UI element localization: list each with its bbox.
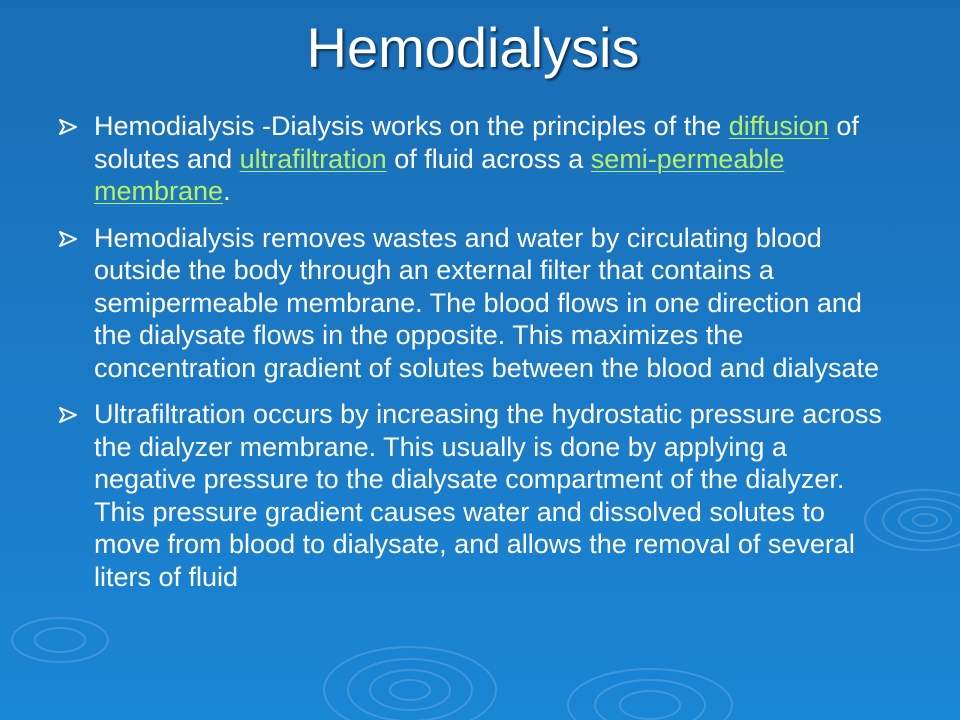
bullet-text-part: . — [223, 176, 231, 206]
bullet-text — [94, 110, 888, 208]
ultrafiltration-link[interactable]: ultrafiltration — [239, 143, 387, 174]
bullet-text: Hemodialysis removes wastes and water by circulating blood outside the body through an external filter that contains a semipermeable membrane. The blood flows in one direction and the dialysate flows in the opposite. This maximizes the concentration gradient of solutes between the blood and dialysate — [94, 222, 880, 383]
diffusion-link[interactable]: diffusion — [728, 111, 829, 141]
bullet-text-part: of solutes and — [94, 111, 859, 174]
bullet-text: Ultrafiltration occurs by increasing the hydrostatic pressure across the dialyzer membrane. This usually is done by applying a negative pressure to the dialysate compartment of the dialyzer. This pressure gradient causes water and dissolved solutes to move from blood to dialysate, and allows the removal of several liters of fluid — [94, 399, 882, 592]
bullet-item — [58, 398, 888, 593]
arrow-bullet-icon — [58, 231, 78, 247]
bullet-list — [58, 110, 888, 607]
bullet-text-part: Hemodialysis -Dialysis works on the principles of the — [94, 111, 729, 141]
arrow-bullet-icon — [58, 407, 78, 423]
semi-permeable-membrane-link[interactable]: semi-permeable membrane — [94, 143, 785, 206]
bullet-text-part: of fluid across a — [386, 143, 591, 174]
arrow-bullet-icon — [58, 119, 78, 135]
bullet-item — [58, 222, 888, 385]
slide-title: Hemodialysis — [306, 16, 640, 79]
bullet-item — [58, 110, 888, 208]
